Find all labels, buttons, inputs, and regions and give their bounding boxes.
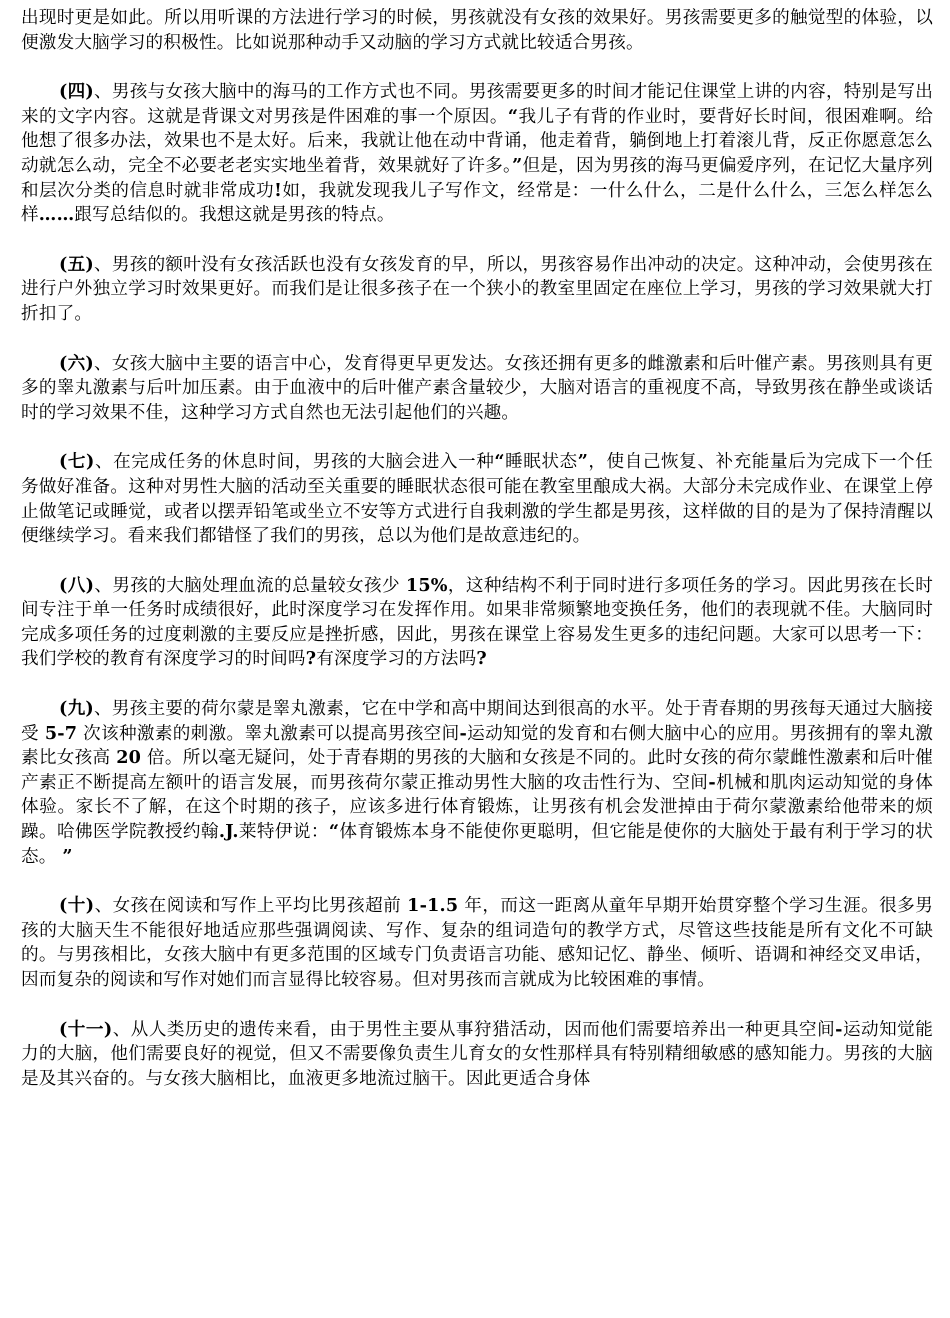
paragraph-section-5 (21, 253, 933, 327)
range-value: 5-7 (44, 722, 78, 744)
hyphen: - (459, 722, 468, 744)
paragraph-section-9 (21, 697, 933, 869)
name-initial: .J. (218, 821, 239, 843)
text-segment: 机械和肌肉运动知觉的身体体验。家长不了解，在这个时期的孩子，应该多进行体育锻炼，让男孩有机会发泄掉由于荷尔蒙激素给他带来的烦躁。哈佛医学院教授约翰 (21, 772, 933, 843)
text-segment: ，这种结构不利于同时进行多项任务的学习。因此男孩在长时间专注于单一任务时成绩很好，此时深度学习在发挥作用。如果非常频繁地变换任务，他们的表现就不佳。大脑同时完成多项任务的过度刺激的主要反应是挫折感，因此，男孩在课堂上容易发生更多的违纪问题。大家可以思考一下：我们学校的教育有深度学习的时间吗 (21, 575, 933, 670)
question-mark: ? (476, 648, 487, 670)
section-number: (五) (59, 253, 94, 275)
section-number: (九) (59, 698, 94, 720)
quote-mark: “ (328, 821, 340, 843)
ellipsis: …… (38, 204, 75, 226)
text-segment: 、在完成任务的休息时间，男孩的大脑会进入一种 (94, 452, 495, 473)
paragraph-section-10 (21, 894, 933, 992)
hyphen: - (708, 771, 716, 793)
text-segment: 、女孩在阅读和写作上平均比男孩超前 (94, 896, 408, 917)
text-segment: 出现时更是如此。所以用听课的方法进行学习的时候，男孩就没有女孩的效果好。男孩需要更多的触觉型的体验，以便激发大脑学习的积极性。比如说那种动手又动脑的学习方式就比较适合男孩。 (21, 8, 933, 53)
text-segment: 运动知觉的发育和右侧大脑中心的应用。男孩拥有的睾丸激素比女孩高 (21, 723, 933, 769)
quote-mark: ” (62, 845, 73, 867)
paragraph-section-4 (21, 80, 933, 228)
text-segment: 有深度学习的方法吗 (316, 649, 477, 670)
text-segment: 次该种激素的刺激。睾丸激素可以提高男孩空间 (77, 723, 460, 744)
text-segment: 莱特伊说： (238, 822, 329, 843)
section-number: (十一) (59, 1018, 113, 1040)
section-number: (十) (59, 895, 95, 917)
text-segment: 跟写总结似的。我想这就是男孩的特点。 (74, 205, 395, 226)
question-mark: ? (305, 648, 317, 670)
text-segment: 如，我就发现我儿子写作文，经常是：一什么什么，二是什么什么，三怎么样怎么样 (21, 180, 933, 226)
quote-mark: “ (507, 105, 519, 127)
text-segment: 体育锻炼本身不能使你更聪明，但它能是使你的大脑处于最有利于学习的状态。 (21, 822, 933, 867)
text-segment: 、男孩的大脑处理血流的总量较女孩少 (94, 575, 406, 596)
multiplier-value: 20 (116, 747, 142, 769)
text-segment: ，使自己恢复、补充能量后为完成下一个任务做好准备。这种对男性大脑的活动至关重要的睡眠状态很可能在教室里酿成大祸。大部分未完成作业、在课堂上停止做笔记或睡觉，或者以摆弄铅笔或坐立不安等方式进行自我刺激的学生都是男孩，这样做的目的是为了保持清醒以便继续学习。看来我们都错怪了我们的男孩，总以为他们是故意违纪的。 (21, 452, 933, 547)
text-segment: 我儿子有背的作业时，要背好长时间，很困难啊。给他想了很多办法，效果也不是太好。后来，我就让他在动中背诵，他走着背，躺倒地上打着滚儿背，反正你愿意怎么动就怎么动，完全不必要老老实实地坐着背，效果就好了许多。 (21, 106, 933, 176)
paragraph-section-11 (21, 1018, 933, 1092)
text-segment: 运动知觉能力的大脑，他们需要良好的视觉，但又不需要像负责生儿育女的女性那样具有特别精细敏感的感知能力。男孩的大脑是及其兴奋的。与女孩大脑相比，血液更多地流过脑干。因此更适合身体 (21, 1019, 933, 1089)
percentage-value: 15% (405, 574, 448, 596)
punctuation: ! (274, 179, 283, 201)
document-page (21, 6, 933, 1116)
range-value: 1-1.5 (407, 895, 459, 917)
quote-mark: ” (512, 154, 523, 176)
text-segment: 、男孩与女孩大脑中的海马的工作方式也不同。男孩需要更多的时间才能记住课堂上讲的内容，特别是写出来的文字内容。这就是背课文对男孩是件困难的事一个原因。 (21, 82, 934, 127)
quote-mark: ” (577, 451, 589, 473)
paragraph-section-7 (21, 450, 933, 548)
text-segment: 年，而这一距离从童年早期开始贯穿整个学习生涯。很多男孩的大脑天生不能很好地适应那些强调阅读、写作、复杂的组词造句的教学方式，尽管这些技能是所有文化不可缺的。与男孩相比，女孩大脑中有更多范围的区域专门负责语言功能、感知记忆、静坐、倾听、语调和神经交叉串话，因而复杂的阅读和写作对她们而言显得比较容易。但对男孩而言就成为比较困难的事情。 (21, 896, 933, 990)
hyphen: - (835, 1018, 843, 1040)
text-segment: 倍。所以毫无疑问，处于青春期的男孩的大脑和女孩是不同的。此时女孩的荷尔蒙雌性激素和后叶催产素正不断提高左额叶的语言发展，而男孩荷尔蒙正推动男性大脑的攻击性行为、空间 (21, 748, 933, 793)
section-number: (六) (59, 352, 94, 374)
text-segment: 、男孩主要的荷尔蒙是睾丸激素，它在中学和高中期间达到很高的水平。处于青春期的男孩每天通过大脑接受 (21, 699, 934, 744)
text-segment: 、从人类历史的遗传来看，由于男性主要从事狩猎活动，因而他们需要培养出一种更具空间 (112, 1019, 836, 1040)
quote-mark: “ (494, 451, 505, 473)
text-segment: 睡眠状态 (504, 452, 578, 473)
paragraph-intro (21, 6, 933, 55)
paragraph-section-8 (21, 574, 933, 672)
section-number: (八) (59, 574, 95, 596)
section-number: (四) (59, 81, 94, 103)
text-segment: 、女孩大脑中主要的语言中心，发育得更早更发达。女孩还拥有更多的雌激素和后叶催产素。男孩则具有更多的睾丸激素与后叶加压素。由于血液中的后叶催产素含量较少，大脑对语言的重视度不高，导致男孩在静坐或谈话时的学习效果不佳，这种学习方式自然也无法引起他们的兴趣。 (21, 353, 934, 423)
text-segment: 但是，因为男孩的海马更偏爱序列，在记忆大量序列和层次分类的信息时就非常成功 (21, 155, 933, 201)
text-segment: 、男孩的额叶没有女孩活跃也没有女孩发育的早，所以，男孩容易作出冲动的决定。这种冲动，会使男孩在进行户外独立学习时效果更好。而我们是让很多孩子在一个狭小的教室里固定在座位上学习，男孩的学习效果就大打折扣了。 (21, 254, 934, 324)
section-number: (七) (59, 451, 95, 473)
paragraph-section-6 (21, 352, 933, 426)
